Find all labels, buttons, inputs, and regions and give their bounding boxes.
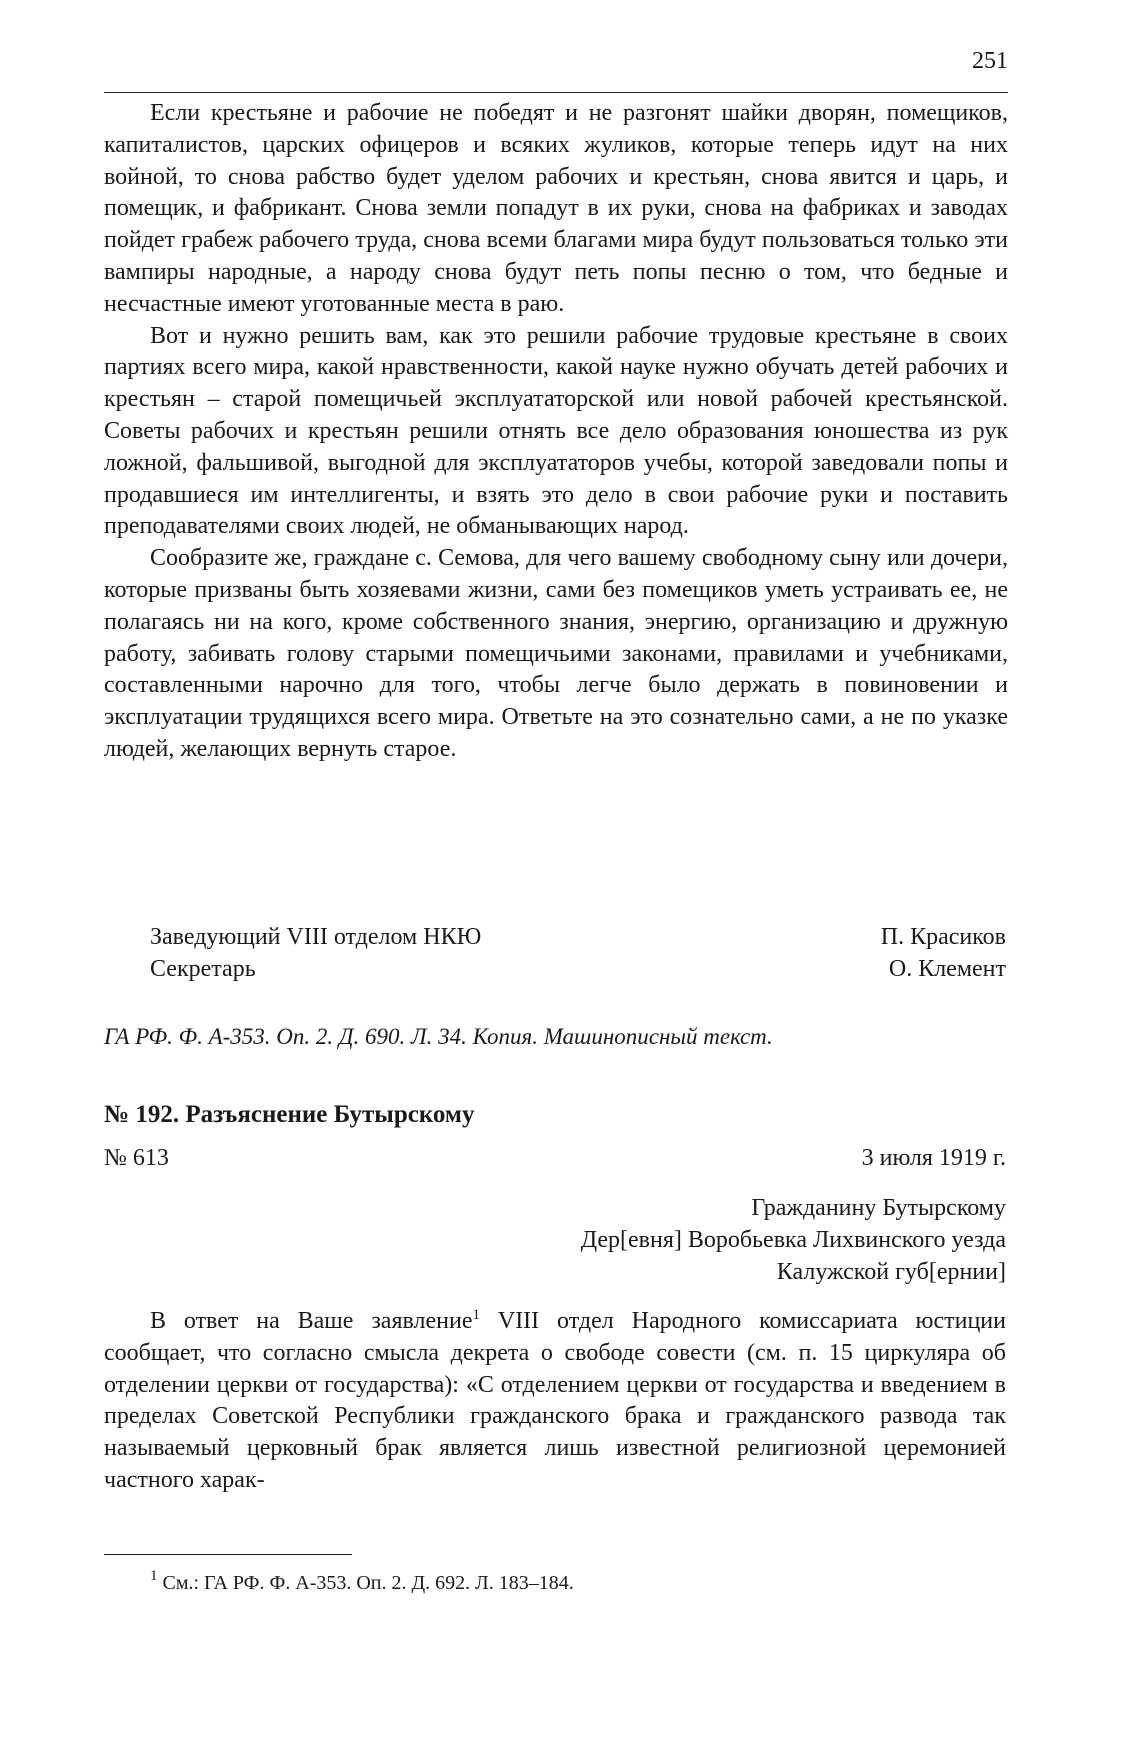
body-text-rest: VIII отдел Народного комиссариата юстиции сообщает, что согласно смысла декрета о свободе совести (см. п. 15 циркуляра об отделении церкви от государства): «С отделением церкви от государства и введением в пределах Советской Республики гражданского брака и гражданского развода так называемый церковный брак является лишь известной религиозной церемонией частного харак- [104,1308,1006,1493]
footnote-mark: 1 [150,1568,158,1584]
signature-row [150,924,1006,951]
paragraph: Сообразите же, граждане с. Семова, для чего вашему свободному сыну или дочери, которые призваны быть хозяевами жизни, сами без помещиков уметь устраивать ее, не полагаясь ни на кого, кроме собственного знания, энергию, организацию и дружную работу, забивать голову старыми помещичьими законами, правилами и учебниками, составленными нарочно для того, чтобы легче было держать в повиновении и эксплуатации трудящихся всего мира. Ответьте на это сознательно сами, а не по указке людей, желающих вернуть старое. [104,545,1008,762]
paragraph: Если крестьяне и рабочие не победят и не разгонят шайки дворян, помещиков, капиталистов, царских офицеров и всяких жуликов, которые теперь идут на них войной, то снова рабство будет уделом рабочих и крестьян, снова явится и царь, и помещик, и фабрикант. Снова земли попадут в их руки, снова на фабриках и заводах пойдет грабеж рабочего труда, снова всеми благами мира будут пользоваться только эти вампиры народные, а народу снова будут петь попы песню о том, что бедные и несчастные имеют уготованные места в раю. [104,100,1008,317]
footnote-divider [104,1554,352,1555]
letter-body [104,98,1008,766]
addressee-block [581,1192,1006,1288]
signatory-name: П. Красиков [880,924,1006,950]
address-line: Гражданину Бутырскому [751,1195,1006,1221]
footnote-text: См.: ГА РФ. Ф. А-353. Оп. 2. Д. 692. Л. 183–184. [162,1572,574,1594]
archival-source: ГА РФ. Ф. А-353. Оп. 2. Д. 690. Л. 34. Копия. Машинописный текст. [104,1024,773,1049]
address-line: Дер[евня] Воробьевка Лихвинского уезда [580,1227,1006,1253]
document-number: № 613 [104,1145,169,1171]
address-line: Калужской губ[ернии] [776,1259,1006,1285]
running-header [104,48,1008,93]
signatory-title: Секретарь [150,956,256,982]
paragraph [104,1306,1006,1497]
page-number: 251 [972,48,1008,74]
document-title: № 192. Разъяснение Бутырскому [104,1101,475,1128]
signatory-name: О. Клемент [888,956,1006,982]
paragraph: Вот и нужно решить вам, как это решили рабочие трудовые крестьяне в своих партиях всего мира, какой нравственности, какой науке нужно обучать детей рабочих и крестьян – старой помещичьей эксплуататорской или новой рабочей крестьянской. Советы рабочих и крестьян решили отнять все дело образования юношества из рук ложной, фальшивой, выгодной для эксплуататоров учебы, которой заведовали попы и продавшиеся им интеллигенты, и взять это дело в свои рабочие руки и поставить преподавателями своих людей, не обманывающих народ. [104,322,1008,540]
document-meta [104,1145,1006,1172]
document-date: 3 июля 1919 г. [861,1145,1006,1171]
body-text-start: В ответ на Ваше заявление [150,1308,473,1334]
signatory-title: Заведующий VIII отделом НКЮ [150,924,482,950]
footnote [150,1568,574,1595]
document-body [104,1306,1006,1497]
signature-row [150,956,1006,983]
footnote-reference: 1 [472,1307,480,1323]
